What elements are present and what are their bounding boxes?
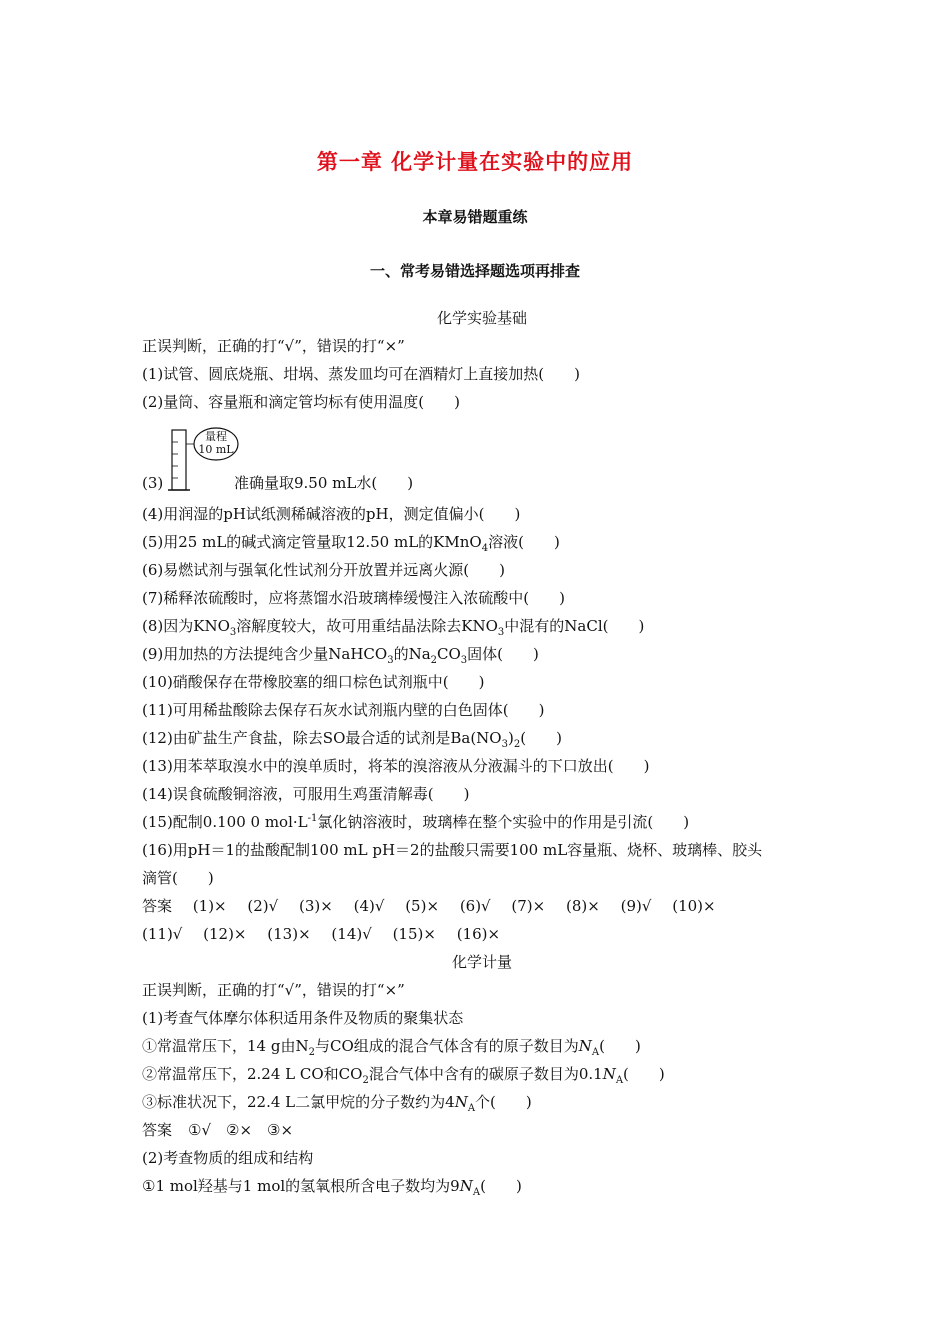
- answer-item: (15)×: [392, 925, 436, 943]
- question-9: [142, 640, 822, 668]
- question-3: [142, 416, 822, 500]
- answer-item: (7)×: [511, 897, 546, 915]
- section-heading: 一、常考易错选择题选项再排查: [369, 262, 580, 280]
- q5-sub: 4: [481, 543, 489, 554]
- avogadro-sub: A: [615, 1075, 624, 1086]
- question-14: (14)误食硫酸铜溶液，可服用生鸡蛋清解毒( ): [142, 785, 470, 803]
- q5-part-a: (5)用25 mL的碱式滴定管量取12.50 mL的KMnO: [142, 533, 482, 551]
- question-16-line-1: (16)用pH＝1的盐酸配制100 mL pH＝2的盐酸只需要100 mL容量瓶、烧杯、玻璃棒、胶头: [142, 841, 763, 859]
- question-12: [142, 724, 822, 752]
- j1-part-b: ( ): [480, 1177, 522, 1195]
- q12-part-c: ( ): [520, 729, 562, 747]
- part1-block: [142, 304, 822, 1200]
- chapter-title: 第一章 化学计量在实验中的应用: [316, 150, 634, 174]
- part2-subheading-1: (1)考查气体摩尔体积适用条件及物质的聚集状态: [142, 1009, 464, 1027]
- i3-part-b: 个( ): [475, 1093, 532, 1111]
- answer-item: (2)√: [247, 897, 279, 915]
- avogadro-symbol: N: [602, 1065, 616, 1083]
- question-1: (1)试管、圆底烧瓶、坩埚、蒸发皿均可在酒精灯上直接加热( ): [142, 365, 580, 383]
- answer-item: (14)√: [331, 925, 372, 943]
- i1-part-b: 与CO组成的混合气体含有的原子数目为: [314, 1037, 579, 1055]
- question-7: (7)稀释浓硫酸时，应将蒸馏水沿玻璃棒缓慢注入浓硫酸中( ): [142, 589, 565, 607]
- answer-item: (12)×: [203, 925, 247, 943]
- avogadro-sub: A: [467, 1103, 476, 1114]
- answer-item: (9)√: [620, 897, 652, 915]
- q15-part-a: (15)配制0.100 0 mol·L: [142, 813, 308, 831]
- q15-sup: -1: [307, 813, 318, 824]
- i1-sub: 2: [308, 1047, 315, 1058]
- q9-part-c: CO: [437, 645, 461, 663]
- answer-item: (6)√: [459, 897, 491, 915]
- q15-part-b: 氯化钠溶液时，玻璃棒在整个实验中的作用是引流( ): [317, 813, 690, 831]
- q12-sub-1: 3: [501, 739, 508, 750]
- answer-item: (8)×: [566, 897, 600, 915]
- q9-sub-1: 3: [387, 655, 394, 666]
- answers-row-2: [142, 920, 822, 948]
- question-4: (4)用润湿的pH试纸测稀碱溶液的pH，测定值偏小( ): [142, 505, 521, 523]
- q12-part-b: ): [507, 729, 514, 747]
- question-3-text: 准确量取9.50 mL水( ): [234, 474, 414, 492]
- question-11: (11)可用稀盐酸除去保存石灰水试剂瓶内壁的白色固体( ): [142, 701, 545, 719]
- q12-part-a: (12)由矿盐生产食盐，除去SO最合适的试剂是Ba(NO: [142, 729, 502, 747]
- q12-sub-2: 2: [513, 739, 521, 750]
- i2-part-b: 混合气体中含有的碳原子数目为0.1: [368, 1065, 603, 1083]
- answer-item: (16)×: [456, 925, 501, 943]
- question-8: [142, 612, 822, 640]
- question-6: (6)易燃试剂与强氧化性试剂分开放置并远离火源( ): [142, 561, 505, 579]
- answers-row-1: [142, 892, 822, 920]
- item-j1: [142, 1172, 822, 1200]
- cylinder-label-volume: 10 mL: [198, 443, 234, 456]
- answer-item: (4)√: [353, 897, 385, 915]
- q9-part-b: 的Na: [393, 645, 431, 663]
- q9-sub-2: 2: [430, 655, 438, 666]
- avogadro-symbol: N: [459, 1177, 473, 1195]
- q8-part-a: (8)因为KNO: [142, 617, 230, 635]
- answer-item: (5)×: [405, 897, 440, 915]
- answer-item: (1)×: [192, 897, 227, 915]
- i2-part-c: ( ): [623, 1065, 665, 1083]
- answer-item: (11)√: [142, 925, 183, 943]
- q9-part-d: 固体( ): [467, 645, 539, 663]
- answer-item: (13)×: [267, 925, 311, 943]
- part1-heading: 化学实验基础: [436, 309, 527, 327]
- part2-answers: [142, 1116, 822, 1144]
- question-15: [142, 808, 822, 836]
- q8-part-c: 中混有的NaCl( ): [504, 617, 645, 635]
- question-16-line-2: 滴管( ): [142, 869, 214, 887]
- question-3-num: (3): [142, 474, 164, 492]
- item-3: [142, 1088, 822, 1116]
- q9-sub-3: 3: [460, 655, 468, 666]
- i1-part-a: ①常温常压下，14 g由N: [142, 1037, 309, 1055]
- i1-part-c: ( ): [599, 1037, 641, 1055]
- q8-sub-1: 3: [229, 627, 237, 638]
- answer-label: 答案: [142, 897, 173, 915]
- question-10: (10)硝酸保存在带橡胶塞的细口棕色试剂瓶中( ): [142, 673, 485, 691]
- i2-part-a: ②常温常压下，2.24 L CO和CO: [142, 1065, 363, 1083]
- part2-heading: 化学计量: [451, 953, 512, 971]
- q8-sub-2: 3: [497, 627, 505, 638]
- answer-label: 答案: [142, 1121, 173, 1139]
- part1-instruction: 正误判断，正确的打“√”，错误的打“×”: [142, 337, 405, 355]
- question-13: (13)用苯萃取溴水中的溴单质时，将苯的溴溶液从分液漏斗的下口放出( ): [142, 757, 650, 775]
- q5-part-b: 溶液( ): [488, 533, 560, 551]
- part2-subheading-2: (2)考查物质的组成和结构: [142, 1149, 314, 1167]
- item-1: [142, 1032, 822, 1060]
- avogadro-symbol: N: [454, 1093, 468, 1111]
- chapter-subtitle: 本章易错题重练: [422, 208, 528, 226]
- q8-part-b: 溶解度较大，故可用重结晶法除去KNO: [236, 617, 498, 635]
- avogadro-symbol: N: [578, 1037, 592, 1055]
- q9-part-a: (9)用加热的方法提纯含少量NaHCO: [142, 645, 388, 663]
- answer-values: ①√ ②× ③×: [188, 1121, 294, 1139]
- i3-part-a: ③标准状况下，22.4 L二氯甲烷的分子数约为4: [142, 1093, 455, 1111]
- cylinder-label-range: 量程: [205, 430, 227, 443]
- avogadro-sub: A: [472, 1187, 481, 1198]
- question-2: (2)量筒、容量瓶和滴定管均标有使用温度( ): [142, 393, 460, 411]
- answer-item: (3)×: [299, 897, 333, 915]
- j1-part-a: ①1 mol羟基与1 mol的氢氧根所含电子数均为9: [142, 1177, 460, 1195]
- question-5: [142, 528, 822, 556]
- part2-instruction: 正误判断，正确的打“√”，错误的打“×”: [142, 981, 405, 999]
- i2-sub: 2: [362, 1075, 369, 1086]
- cylinder-label: [196, 430, 236, 456]
- answer-item: (10)×: [672, 897, 716, 915]
- item-2: [142, 1060, 822, 1088]
- avogadro-sub: A: [591, 1047, 600, 1058]
